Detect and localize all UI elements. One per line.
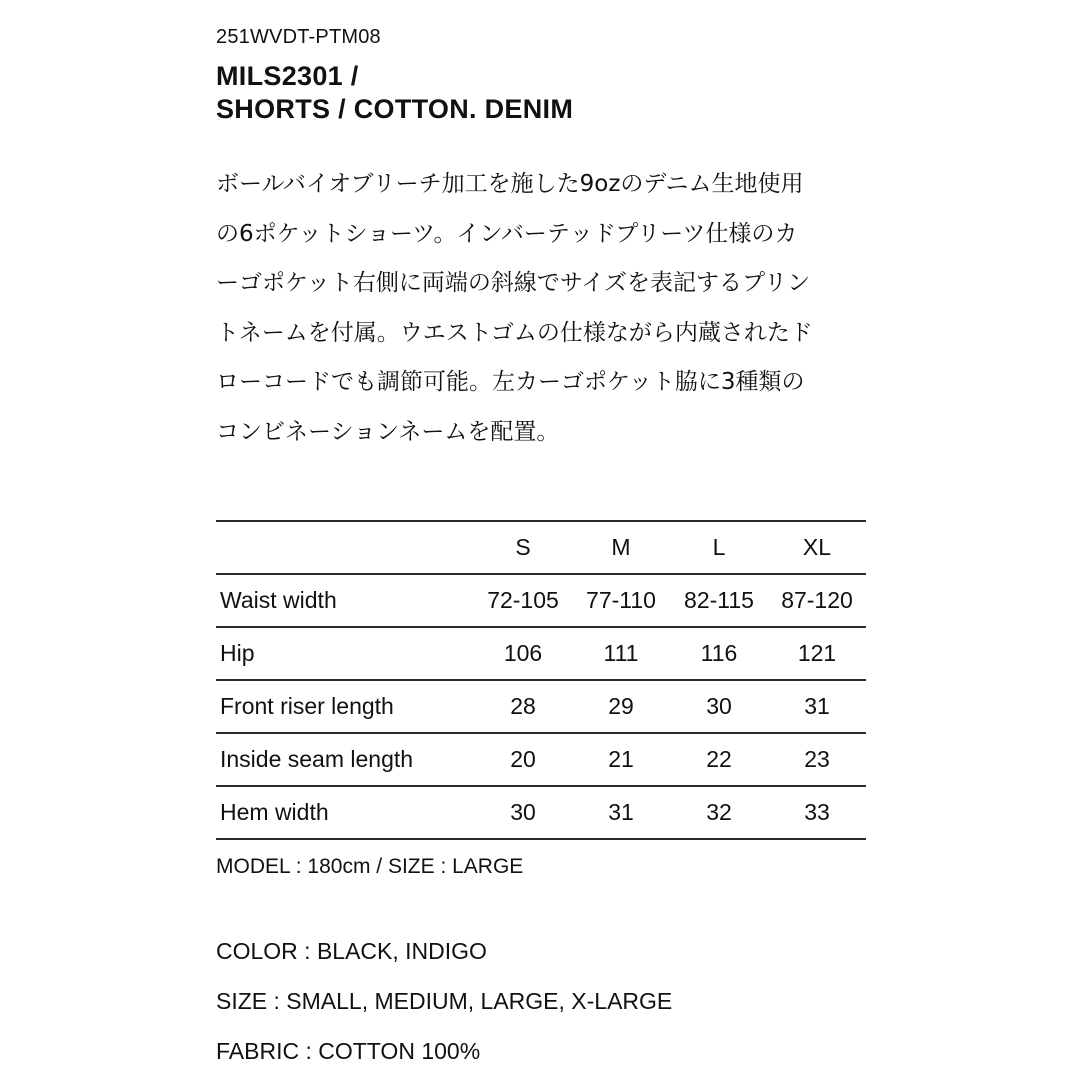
description-line: ボールバイオブリーチ加工を施した9ozのデニム生地使用 [216, 171, 804, 197]
table-row-hem-width [216, 786, 866, 839]
description-line: ーゴポケット右側に両端の斜線でサイズを表記するプリン [216, 270, 811, 296]
size-header-row [216, 521, 866, 574]
table-cell: 77-110 [586, 587, 656, 613]
table-cell: 28 [510, 693, 536, 719]
row-label: Inside seam length [220, 746, 414, 772]
description-line: ローコードでも調節可能。左カーゴポケット脇に3種類の [216, 369, 805, 395]
size-header-s: S [515, 534, 531, 560]
table-cell: 20 [510, 746, 536, 772]
table-cell: 82-115 [684, 587, 754, 613]
product-title [216, 60, 573, 126]
table-cell: 87-120 [781, 587, 853, 613]
table-row-inside-seam-length [216, 733, 866, 786]
product-specs [216, 926, 672, 1076]
spec-size: SIZE : SMALL, MEDIUM, LARGE, X-LARGE [216, 988, 673, 1014]
row-label: Hip [220, 640, 255, 666]
table-cell: 29 [608, 693, 634, 719]
table-cell: 116 [700, 640, 738, 666]
table-cell: 121 [797, 640, 837, 666]
table-cell: 111 [603, 640, 639, 666]
spec-fabric: FABRIC : COTTON 100% [216, 1038, 481, 1064]
table-cell: 106 [503, 640, 543, 666]
size-chart-table [216, 520, 866, 840]
table-cell: 31 [804, 693, 830, 719]
model-note: MODEL : 180cm / SIZE : LARGE [216, 855, 524, 878]
product-title-line-1: MILS2301 / [216, 61, 359, 91]
description-line: の6ポケットショーツ。インバーテッドプリーツ仕様のカ [216, 220, 798, 247]
table-cell: 22 [706, 746, 732, 772]
product-title-line-2: SHORTS / COTTON. DENIM [216, 94, 574, 124]
row-label: Waist width [220, 587, 337, 613]
size-header-m: M [611, 534, 631, 560]
spec-color: COLOR : BLACK, INDIGO [216, 938, 487, 964]
row-label: Front riser length [220, 693, 394, 719]
table-cell: 23 [804, 746, 830, 772]
table-row-front-riser-length [216, 680, 866, 733]
size-header-blank [216, 521, 474, 574]
description-line: トネームを付属。ウエストゴムの仕様ながら内蔵されたド [216, 319, 813, 346]
row-label: Hem width [220, 799, 329, 825]
description-line: コンビネーションネームを配置。 [216, 418, 560, 445]
product-description [216, 160, 866, 457]
table-cell: 72-105 [487, 587, 559, 613]
table-row-hip [216, 627, 866, 680]
table-cell: 33 [804, 799, 830, 825]
size-header-xl: XL [802, 534, 832, 560]
table-cell: 30 [706, 693, 732, 719]
product-code: 251WVDT-PTM08 [216, 26, 381, 48]
table-cell: 31 [608, 799, 634, 825]
table-row-waist-width [216, 574, 866, 627]
table-cell: 21 [608, 746, 634, 772]
table-cell: 32 [706, 799, 732, 825]
size-header-l: L [712, 534, 726, 560]
table-cell: 30 [510, 799, 536, 825]
